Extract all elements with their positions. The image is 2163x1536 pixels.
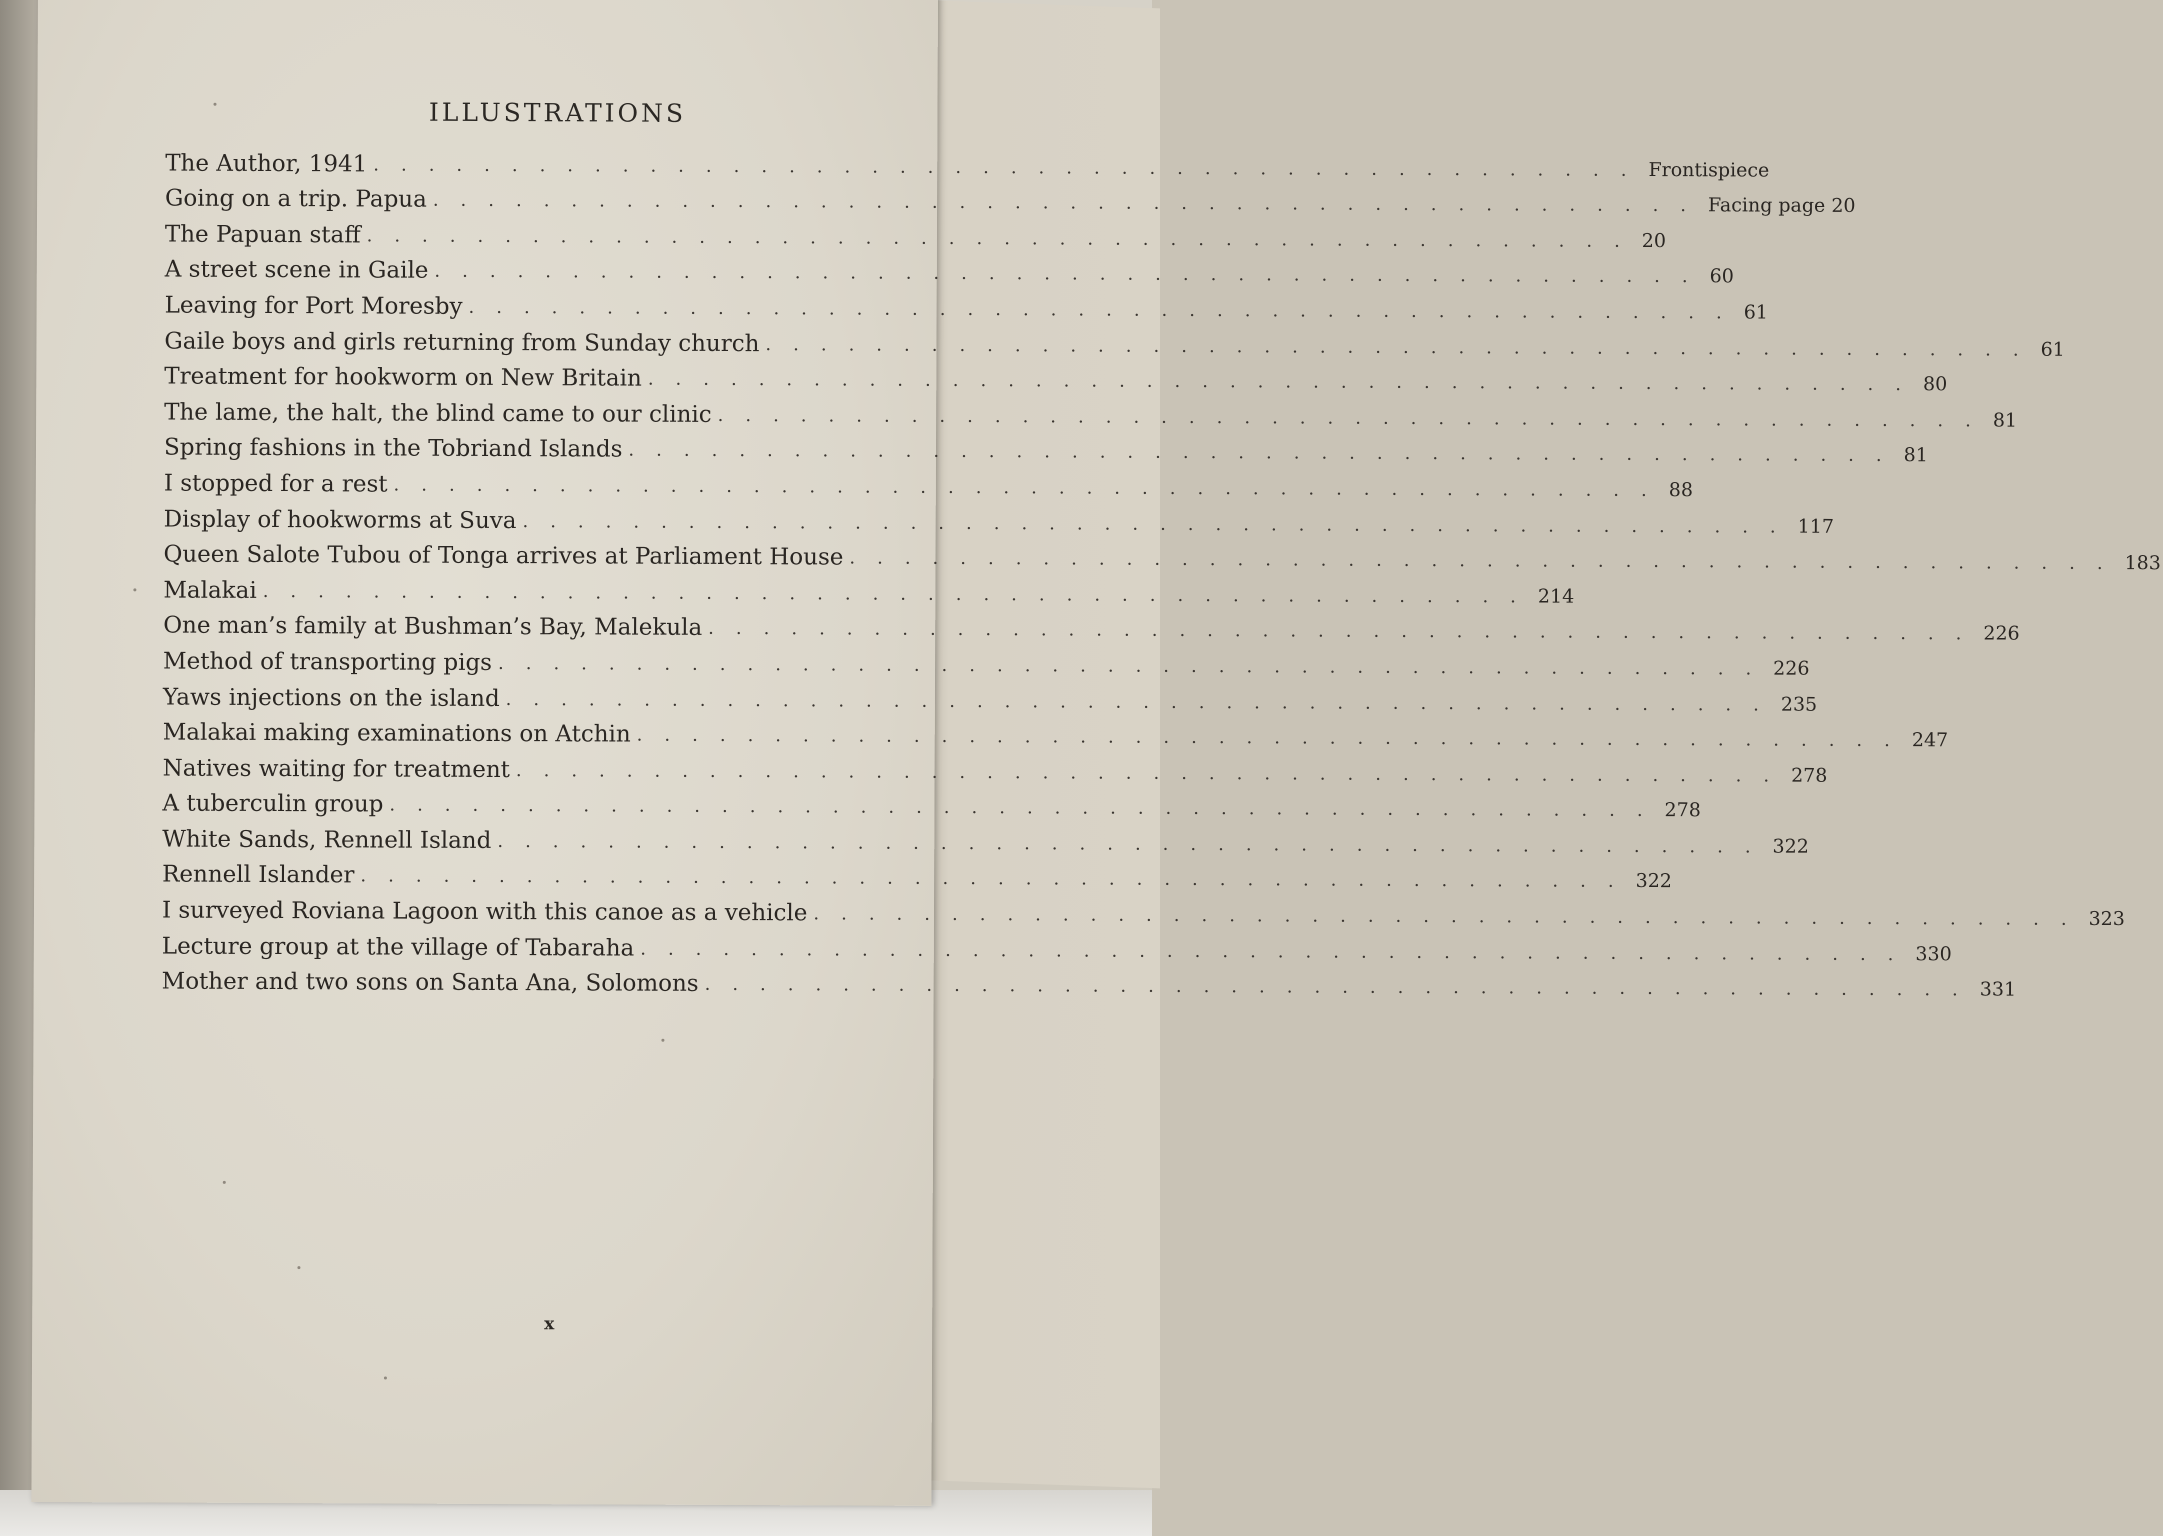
page-number: 81 <box>1992 409 2018 432</box>
illustration-title: Queen Salote Tubou of Tonga arrives at Parliament House <box>163 541 844 571</box>
list-item <box>161 888 2125 931</box>
page-number: 80 <box>1922 373 1948 396</box>
dot-leader: .............................................. <box>849 547 2125 575</box>
dot-leader: .............................................. <box>704 974 1980 1001</box>
page-number: 322 <box>1772 835 1809 858</box>
illustration-title: The Author, 1941 <box>165 150 368 178</box>
illustration-title: Gaile boys and girls returning from Sunday church <box>164 328 760 357</box>
illustration-title: I surveyed Roviana Lagoon with this canoe as a vehicle <box>161 897 808 927</box>
page-folio: x <box>544 1314 555 1335</box>
dot-leader: .............................................. <box>497 652 1774 680</box>
dot-leader: .............................................. <box>366 225 1642 252</box>
illustration-title: Yaws injections on the island <box>162 684 500 712</box>
list-item <box>162 746 1828 787</box>
page-number: 61 <box>1743 301 1768 324</box>
illustration-title: A tuberculin group <box>162 790 384 818</box>
dot-leader: .............................................. <box>636 724 1912 752</box>
page-number: 214 <box>1537 585 1575 608</box>
dot-leader: .............................................. <box>434 261 1710 288</box>
illustration-title: Leaving for Port Moresby <box>164 292 463 320</box>
dot-leader: .............................................. <box>505 688 1781 716</box>
dot-leader: .............................................. <box>432 189 1709 217</box>
list-item <box>164 354 1948 396</box>
list-item <box>161 959 2017 1001</box>
dot-leader: .............................................. <box>708 618 1984 645</box>
list-item <box>163 639 1810 680</box>
page-number: 226 <box>1773 657 1810 680</box>
dot-leader: .............................................. <box>765 333 2041 361</box>
page-number: 117 <box>1797 515 1835 538</box>
dot-leader: .............................................. <box>515 759 1792 787</box>
page-number: 322 <box>1635 870 1672 893</box>
list-item <box>164 390 2018 432</box>
illustration-title: One man’s family at Bushman’s Bay, Malekula <box>163 612 703 642</box>
list-item <box>164 319 2065 361</box>
paper-speck <box>213 103 216 106</box>
illustration-title: Natives waiting for treatment <box>162 755 510 783</box>
list-item <box>163 461 1694 502</box>
list-item <box>161 924 1952 966</box>
list-item <box>162 817 1809 858</box>
paper-speck <box>133 588 136 591</box>
illustration-title: Malakai <box>163 577 257 604</box>
illustration-title: Treatment for hookworm on New Britain <box>164 363 642 392</box>
dot-leader: .............................................. <box>262 580 1538 608</box>
page-number: 20 <box>1641 229 1667 252</box>
illustration-title: I stopped for a rest <box>163 470 388 498</box>
illustration-title: A street scene in Gaile <box>164 256 429 285</box>
page-heading: ILLUSTRATIONS <box>428 97 687 128</box>
illustration-title: Method of transporting pigs <box>163 648 493 676</box>
dot-leader: .............................................. <box>647 368 1924 396</box>
dot-leader: .............................................. <box>360 865 1636 893</box>
illustration-title: Going on a trip. Papua <box>165 185 427 213</box>
list-item <box>162 710 1949 752</box>
dot-leader: .............................................. <box>640 938 1916 965</box>
page-number: 278 <box>1791 764 1828 787</box>
list-item <box>164 283 1768 324</box>
page-number: 323 <box>2088 908 2125 931</box>
list-item <box>163 568 1575 608</box>
paper-speck <box>384 1377 387 1380</box>
illustration-title: The Papuan staff <box>164 221 361 249</box>
page-number: 331 <box>1979 978 2017 1001</box>
page-number: 183 <box>2124 552 2161 575</box>
paper-speck <box>223 1181 226 1184</box>
paper-speck <box>661 1039 664 1042</box>
paper-speck <box>297 1266 300 1269</box>
page-number: 235 <box>1780 693 1818 716</box>
page-number: 60 <box>1709 265 1734 288</box>
list-item <box>163 532 2161 575</box>
page-number: 278 <box>1664 799 1701 822</box>
illustration-title: The lame, the halt, the blind came to our clinic <box>164 399 712 428</box>
dot-leader: .............................................. <box>389 794 1665 822</box>
list-item <box>164 212 1667 252</box>
page-number: 330 <box>1915 942 1952 966</box>
list-item <box>164 247 1734 288</box>
dot-leader: .............................................. <box>813 903 2089 931</box>
illustration-title: Display of hookworms at Suva <box>163 506 517 534</box>
illustration-title: White Sands, Rennell Island <box>162 826 492 854</box>
page-number: 61 <box>2040 338 2065 361</box>
page-number: 88 <box>1668 479 1694 502</box>
list-item <box>162 781 1701 822</box>
list-item <box>163 496 1835 538</box>
list-item <box>162 852 1672 893</box>
illustration-title: Spring fashions in the Tobriand Islands <box>163 434 623 463</box>
book-page <box>31 0 2161 1506</box>
dot-leader: .............................................. <box>717 404 1993 432</box>
page-number: 226 <box>1983 622 2020 645</box>
list-item <box>162 674 1818 716</box>
page-number: Facing page 20 <box>1707 194 1856 218</box>
illustration-title: Rennell Islander <box>162 862 355 889</box>
dot-leader: .............................................. <box>393 474 1669 502</box>
list-item <box>165 176 1856 218</box>
list-item <box>163 425 1928 467</box>
dot-leader: .............................................. <box>497 830 1773 858</box>
illustrations-list <box>161 141 2161 1001</box>
page-number: 247 <box>1911 729 1949 752</box>
list-item <box>163 603 2020 645</box>
page-number: 81 <box>1903 444 1928 467</box>
illustration-title: Lecture group at the village of Tabaraha <box>161 933 635 962</box>
dot-leader: .............................................. <box>522 510 1798 538</box>
illustration-title: Malakai making examinations on Atchin <box>162 719 631 748</box>
dot-leader: .............................................. <box>628 439 1904 467</box>
page-number: Frontispiece <box>1648 158 1770 182</box>
list-item <box>165 141 1770 182</box>
dot-leader: .............................................. <box>373 154 1649 181</box>
dot-leader: .............................................. <box>468 296 1744 324</box>
illustration-title: Mother and two sons on Santa Ana, Solomons <box>161 968 699 998</box>
